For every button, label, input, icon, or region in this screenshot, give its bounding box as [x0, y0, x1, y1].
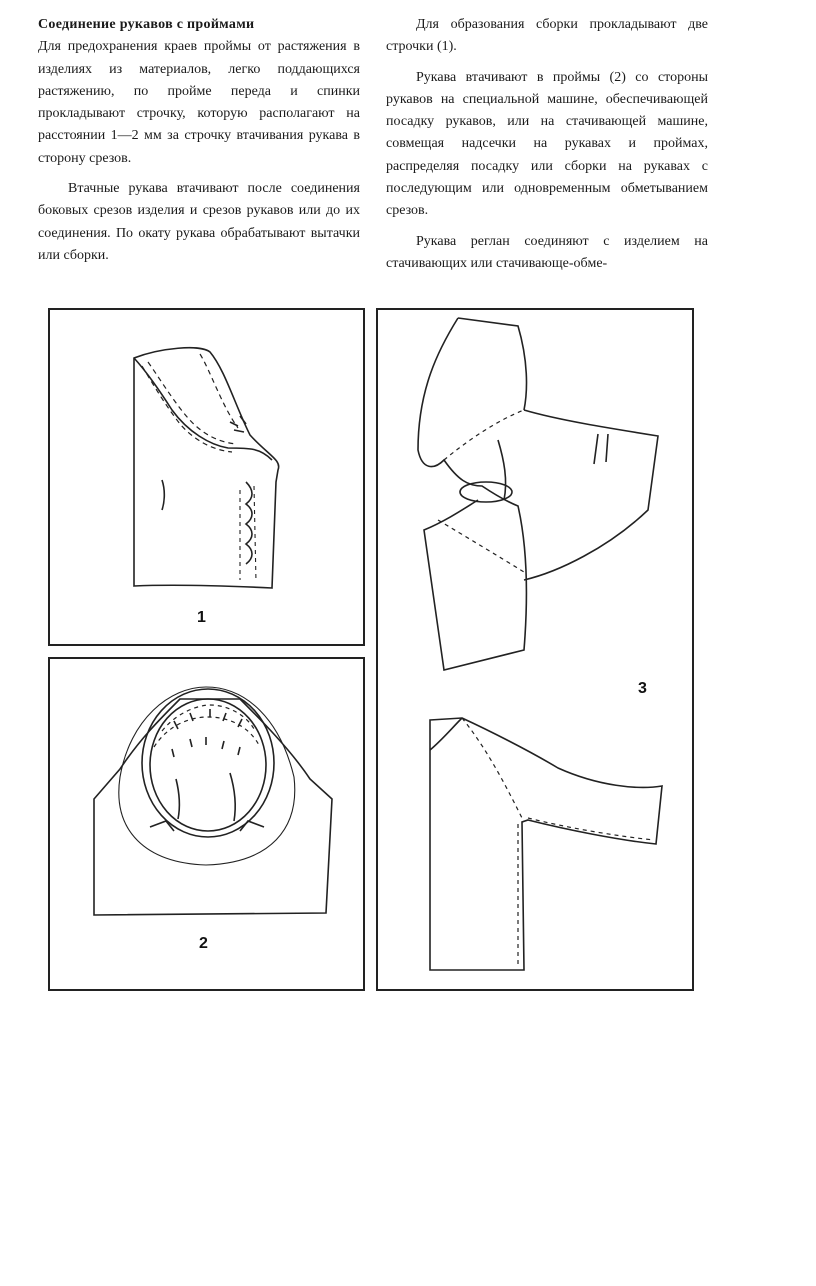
figure-number-3: 3: [638, 680, 647, 697]
paragraph: Втачные рукава втачивают после соединения боковых срезов изделия и срезов рукавов или до их соединения. По окату рукава обрабатывают вытачки или сборки.: [38, 181, 360, 263]
figure-1-panel: [48, 308, 365, 646]
paragraph: Для предохранения краев проймы от растяжения в изделиях из материалов, легко поддающихся растяжению, по пройме переда и спинки прокладывают строчку, которую располагают на расстоянии 1—2 мм за строчку втачивания рукава в сторону срезов.: [38, 39, 360, 166]
left-text-column: [38, 14, 360, 267]
paragraph: Для образования сборки прокладывают две строчки (1).: [386, 17, 708, 55]
right-text-column: [386, 14, 708, 275]
figure-number-1: 1: [197, 609, 206, 626]
section-heading: Соединение рукавов с проймами: [38, 17, 255, 32]
paragraph: Рукава втачивают в проймы (2) со стороны рукавов на специальной машине, обеспечивающей посадку рукавов, или на стачивающей машине, совмещая надсечки на рукавах и проймах, распределяя посадку или сборки на рукавах с последующим или одновременным обметыванием срезов.: [386, 69, 708, 219]
figure-number-2: 2: [199, 935, 208, 952]
paragraph: Рукава реглан соединяют с изделием на стачивающих или стачивающе-обме-: [386, 233, 708, 271]
raglan-sleeve-illustration: [378, 310, 692, 989]
sleeve-gathering-illustration: [50, 310, 363, 644]
figure-3-panel: [376, 308, 694, 991]
